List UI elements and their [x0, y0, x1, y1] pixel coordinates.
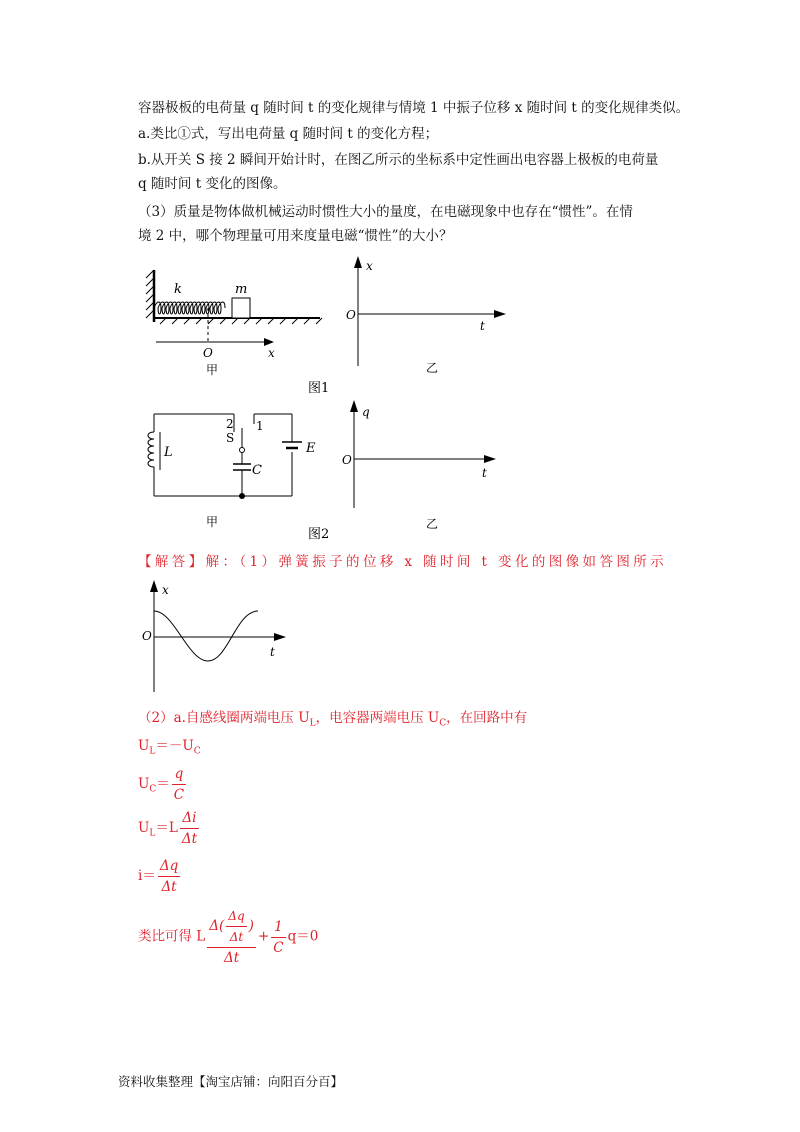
equation-1: $U_L=-U_C$ [138, 738, 201, 757]
answer-graph-label-t: t [270, 645, 275, 659]
footer-source: 资料收集整理【淘宝店铺：向阳百分百】 [118, 1074, 344, 1089]
label-C: C [252, 463, 262, 478]
label-k: k [174, 282, 182, 297]
figure-1-caption: 图1 [308, 381, 330, 396]
answer-heading: 【解答】解：（1）弹簧振子的位移 x 随时间 t 变化的图像如答图所示 [138, 554, 668, 570]
answer-graph [138, 576, 298, 696]
graph-label-t: t [480, 319, 485, 333]
label-o: O [203, 346, 213, 360]
label-S: S [226, 431, 235, 445]
label-jia-2: 甲 [206, 515, 219, 529]
answer-graph-label-x: x [162, 583, 169, 597]
question-part-a: a.类比①式，写出电荷量 q 随时间 t 的变化方程； [138, 126, 439, 142]
graph-label-o: O [346, 308, 356, 322]
question-part-3-line-2: 境 2 中，哪个物理量可用来度量电磁“惯性”的大小？ [138, 228, 453, 244]
figure-1 [140, 252, 520, 402]
question-line-1: 容器极板的电荷量 q 随时间 t 的变化规律与情境 1 中振子位移 x 随时间 t 的变化规律类似。 [138, 100, 690, 116]
question-part-3-line-1: （3）质量是物体做机械运动时惯性大小的量度，在电磁现象中也存在“惯性”。在情 [138, 204, 633, 220]
label-m: m [235, 282, 248, 297]
graph2-label-q: q [362, 405, 370, 419]
equation-5: 类比可得 L Δ( $\frac{\Delta q}{\Delta t}$ ) Δt + $\frac{1}{C}$ q＝0 [138, 906, 318, 968]
figure-2-caption: 图2 [308, 527, 330, 541]
question-part-b-line-2: q 随时间 t 变化的图像。 [138, 176, 287, 192]
figure-2 [140, 396, 520, 541]
equation-2: $U_C=$ $\frac{q}{C}$ [138, 766, 185, 803]
question-part-b-line-1: b.从开关 S 接 2 瞬间开始计时，在图乙所示的坐标系中定性画出电容器上极板的电荷量 [138, 152, 659, 168]
label-E: E [306, 441, 316, 456]
answer-cosine-curve [154, 611, 258, 661]
label-2: 2 [226, 417, 234, 431]
graph-label-yi: 乙 [426, 361, 439, 375]
label-x: x [268, 346, 275, 360]
wall [146, 270, 154, 322]
spring [154, 302, 225, 314]
equation-3: $U_L=L$ $\frac{\Delta i}{\Delta t}$ [138, 810, 198, 847]
mass-block [232, 298, 250, 318]
graph2-label-o: O [342, 453, 352, 467]
answer-part-2a: （2）a.自感线圈两端电压 $U_L$，电容器两端电压 $U_C$，在回路中有 [138, 710, 528, 729]
graph2-label-t: t [482, 466, 487, 480]
junction-dot [239, 493, 245, 499]
equation-4: i＝ $\frac{\Delta q}{\Delta t}$ [138, 858, 179, 895]
label-1: 1 [256, 419, 264, 433]
answer-graph-label-o: O [142, 629, 152, 643]
graph-label-x: x [366, 259, 373, 273]
graph2-label-yi: 乙 [426, 517, 439, 531]
floor [154, 318, 322, 324]
label-L: L [164, 445, 173, 460]
label-jia: 甲 [206, 363, 219, 377]
